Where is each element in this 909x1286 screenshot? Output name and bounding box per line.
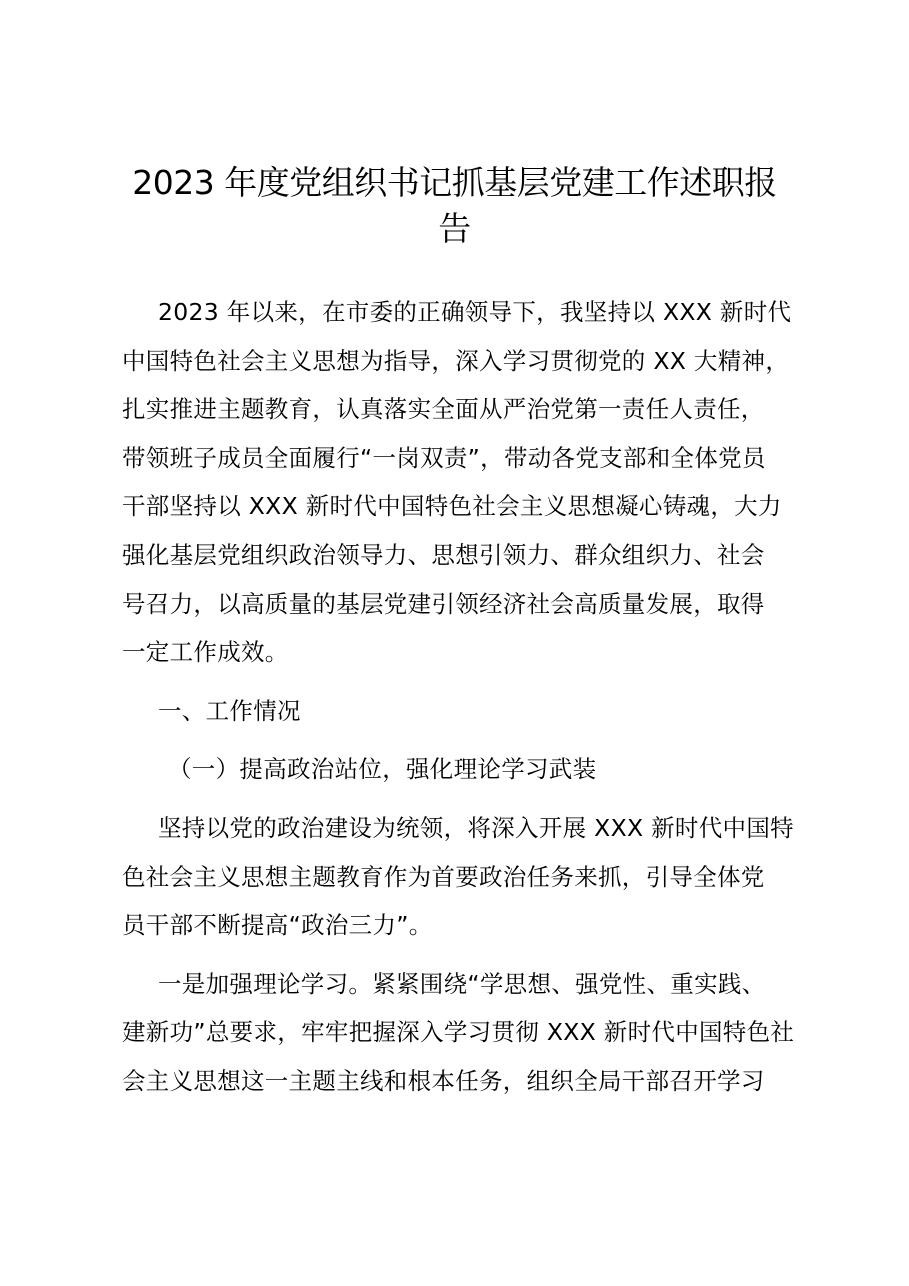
paragraph-2	[122, 810, 802, 956]
paragraph-line: 坚持以党的政治建设为统领，将深入开展 XXX 新时代中国特	[158, 813, 794, 842]
paragraph-line: 2023 年以来，在市委的正确领导下，我坚持以 XXX 新时代	[158, 298, 792, 326]
paragraph-line: 一是加强理论学习。紧紧围绕“学思想、强党性、重实践、	[158, 969, 766, 998]
paragraph-line: 会主义思想这一主题主线和根本任务，组织全局干部召开学习	[122, 1066, 765, 1095]
paragraph-line: 扎实推进主题教育，认真落实全面从严治党第一责任人责任，	[122, 395, 765, 424]
subsection-heading: （一）提高政治站位，强化理论学习武装	[168, 755, 597, 784]
paragraph-line: 号召力，以高质量的基层党建引领经济社会高质量发展，取得	[122, 589, 765, 618]
section-heading: 一、工作情况	[158, 696, 301, 725]
intro-paragraph	[122, 294, 802, 683]
paragraph-line: 一定工作成效。	[122, 638, 289, 667]
paragraph-3	[122, 966, 802, 1112]
title-line-1: 2023 年度党组织书记抓基层党建工作述职报	[132, 163, 777, 202]
paragraph-line: 带领班子成员全面履行“一岗双责”，带动各党支部和全体党员	[122, 443, 766, 472]
title-line-2: 告	[438, 209, 471, 248]
paragraph-line: 员干部不断提高“政治三力”。	[122, 911, 433, 940]
paragraph-line: 干部坚持以 XXX 新时代中国特色社会主义思想凝心铸魂，大力	[122, 492, 782, 521]
document-title	[110, 160, 799, 252]
paragraph-line: 建新功”总要求，牢牢把握深入学习贯彻 XXX 新时代中国特色社	[122, 1018, 795, 1047]
paragraph-line: 色社会主义思想主题教育作为首要政治任务来抓，引导全体党	[122, 862, 765, 891]
document-body	[122, 294, 802, 1112]
paragraph-line: 中国特色社会主义思想为指导，深入学习贯彻党的 XX 大精神，	[122, 346, 790, 375]
paragraph-line: 强化基层党组织政治领导力、思想引领力、群众组织力、社会	[122, 540, 765, 569]
